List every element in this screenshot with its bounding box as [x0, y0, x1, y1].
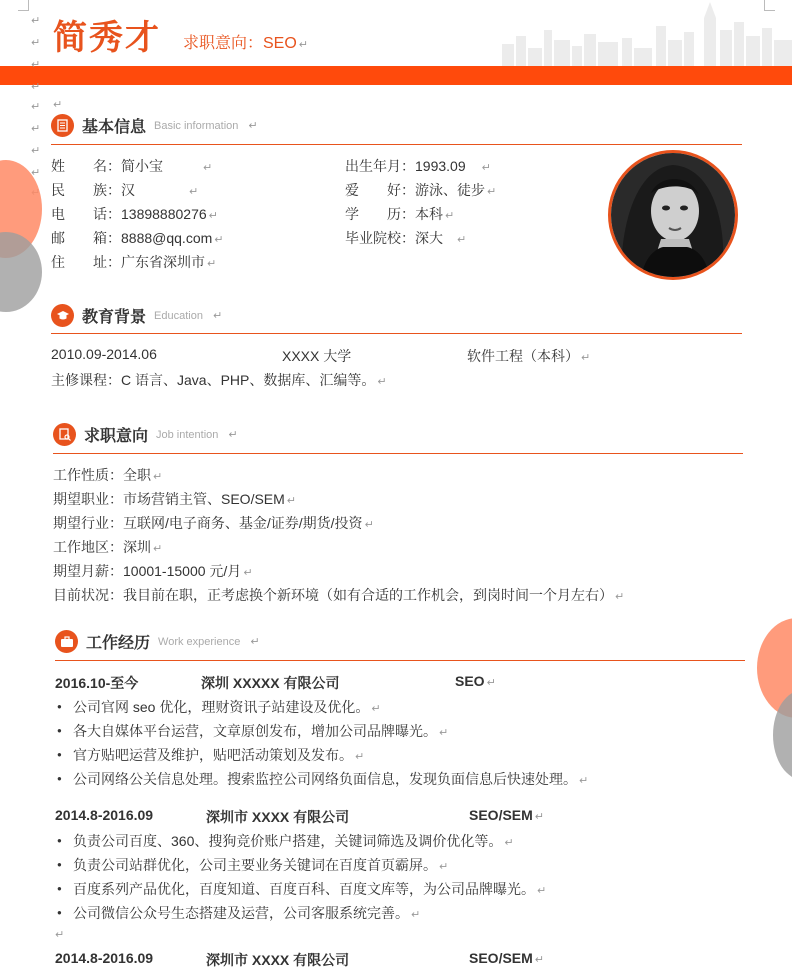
briefcase-icon	[55, 630, 78, 653]
job-duty-item: ● 官方贴吧运营及维护，贴吧活动策划及发布。 ↵	[73, 745, 364, 765]
basic-field-ethnicity: 民 族：汉 ↵	[51, 182, 199, 198]
section-title: 求职意向	[84, 428, 149, 445]
graduation-cap-icon	[51, 304, 74, 327]
job-duty-item: ● 公司官网 seo 优化，理财资讯子站建设及优化。 ↵	[73, 697, 381, 717]
paragraph-mark: ↵	[53, 99, 63, 111]
section-header-job-intent: 求职意向 Job intention ↵	[53, 423, 238, 446]
section-divider	[55, 660, 745, 661]
job-company: 深圳市 XXXX 有限公司	[206, 809, 350, 825]
candidate-name: 简秀才	[53, 19, 161, 57]
basic-field-name: 姓 名：简小宝 ↵	[51, 158, 213, 174]
job-role: SEO/SEM ↵	[469, 950, 545, 966]
section-subtitle: Basic information	[154, 119, 239, 132]
section-subtitle: Job intention	[156, 428, 219, 441]
section-title: 教育背景	[82, 309, 147, 326]
decorative-circle-gray-left	[0, 232, 42, 312]
job-intent-row: 工作地区：深圳 ↵	[53, 539, 163, 555]
paragraph-mark: ↵	[31, 145, 41, 157]
education-courses: 主修课程：C 语言、Java、PHP、数据库、汇编等。 ↵	[51, 372, 387, 388]
id-card-icon	[51, 114, 74, 137]
job-role: SEO/SEM ↵	[469, 807, 545, 823]
paragraph-mark: ↵	[31, 167, 41, 179]
education-period: 2010.09-2014.06	[51, 346, 157, 362]
job-duty-item: ● 公司网络公关信息处理。搜索监控公司网络负面信息，发现负面信息后快速处理。 ↵	[73, 769, 588, 789]
page-corner-mark-left	[18, 0, 29, 11]
section-divider	[51, 333, 742, 334]
basic-field-degree: 学 历：本科 ↵	[345, 206, 455, 222]
basic-field-email: 邮 箱：8888@qq.com ↵	[51, 230, 224, 246]
section-subtitle: Work experience	[158, 635, 241, 648]
job-intent-row: 工作性质：全职 ↵	[53, 467, 163, 483]
paragraph-mark: ↵	[31, 59, 41, 71]
job-period: 2014.8-2016.09	[55, 950, 154, 966]
job-period: 2014.8-2016.09	[55, 807, 154, 823]
section-title: 工作经历	[86, 635, 151, 652]
basic-field-address: 住 址：广东省深圳市 ↵	[51, 254, 217, 270]
basic-field-birth: 出生年月：1993.09 ↵	[345, 158, 491, 174]
section-divider	[51, 144, 742, 145]
job-duty-item: ● 公司微信公众号生态搭建及运营，公司客服系统完善。 ↵	[73, 903, 420, 923]
job-intent-row: 目前状况：我目前在职，正考虑换个新环境（如有合适的工作机会，到岗时间一个月左右） ↵	[53, 587, 625, 603]
section-header-basic: 基本信息 Basic information ↵	[51, 114, 258, 137]
basic-field-school: 毕业院校：深大 ↵	[345, 230, 467, 246]
paragraph-mark: ↵	[31, 81, 41, 93]
section-subtitle: Education	[154, 309, 203, 322]
section-title: 基本信息	[82, 119, 147, 136]
header-accent-bar	[0, 66, 792, 85]
job-intent-row: 期望行业：互联网/电子商务、基金/证券/期货/投资 ↵	[53, 515, 374, 531]
basic-field-phone: 电 话：13898880276 ↵	[51, 206, 218, 222]
basic-field-hobby: 爱 好：游泳、徒步 ↵	[345, 182, 497, 198]
city-skyline-decoration	[492, 0, 792, 66]
job-duty-item: ● 负责公司站群优化，公司主要业务关键词在百度首页霸屏。 ↵	[73, 855, 448, 875]
job-intent-row: 期望月薪：10001-15000 元/月 ↵	[53, 563, 253, 579]
job-company: 深圳市 XXXX 有限公司	[206, 952, 350, 968]
education-major: 软件工程（本科） ↵	[467, 348, 591, 364]
job-company: 深圳 XXXXX 有限公司	[201, 675, 340, 691]
job-period: 2016.10-至今	[55, 675, 139, 691]
job-intent-row: 期望职业：市场营销主管、SEO/SEM ↵	[53, 491, 297, 507]
paragraph-mark: ↵	[31, 15, 41, 27]
paragraph-mark: ↵	[55, 929, 65, 941]
job-duty-item: ● 百度系列产品优化，百度知道、百度百科、百度文库等，为公司品牌曝光。 ↵	[73, 879, 546, 899]
job-duty-item: ● 各大自媒体平台运营，文章原创发布，增加公司品牌曝光。 ↵	[73, 721, 448, 741]
education-school: XXXX 大学	[282, 348, 352, 364]
paragraph-mark: ↵	[31, 37, 41, 49]
portrait-image	[611, 153, 735, 277]
job-duty-item: ● 负责公司百度、360、搜狗竞价账户搭建，关键词筛选及调价优化等。 ↵	[73, 831, 514, 851]
section-header-education: 教育背景 Education ↵	[51, 304, 222, 327]
paragraph-mark: ↵	[31, 123, 41, 135]
section-divider	[53, 453, 743, 454]
section-header-work: 工作经历 Work experience ↵	[55, 630, 260, 653]
document-search-icon	[53, 423, 76, 446]
job-role: SEO ↵	[455, 673, 496, 689]
paragraph-mark: ↵	[31, 101, 41, 113]
profile-photo	[608, 150, 738, 280]
job-intent-heading: 求职意向：SEO ↵	[183, 35, 309, 52]
